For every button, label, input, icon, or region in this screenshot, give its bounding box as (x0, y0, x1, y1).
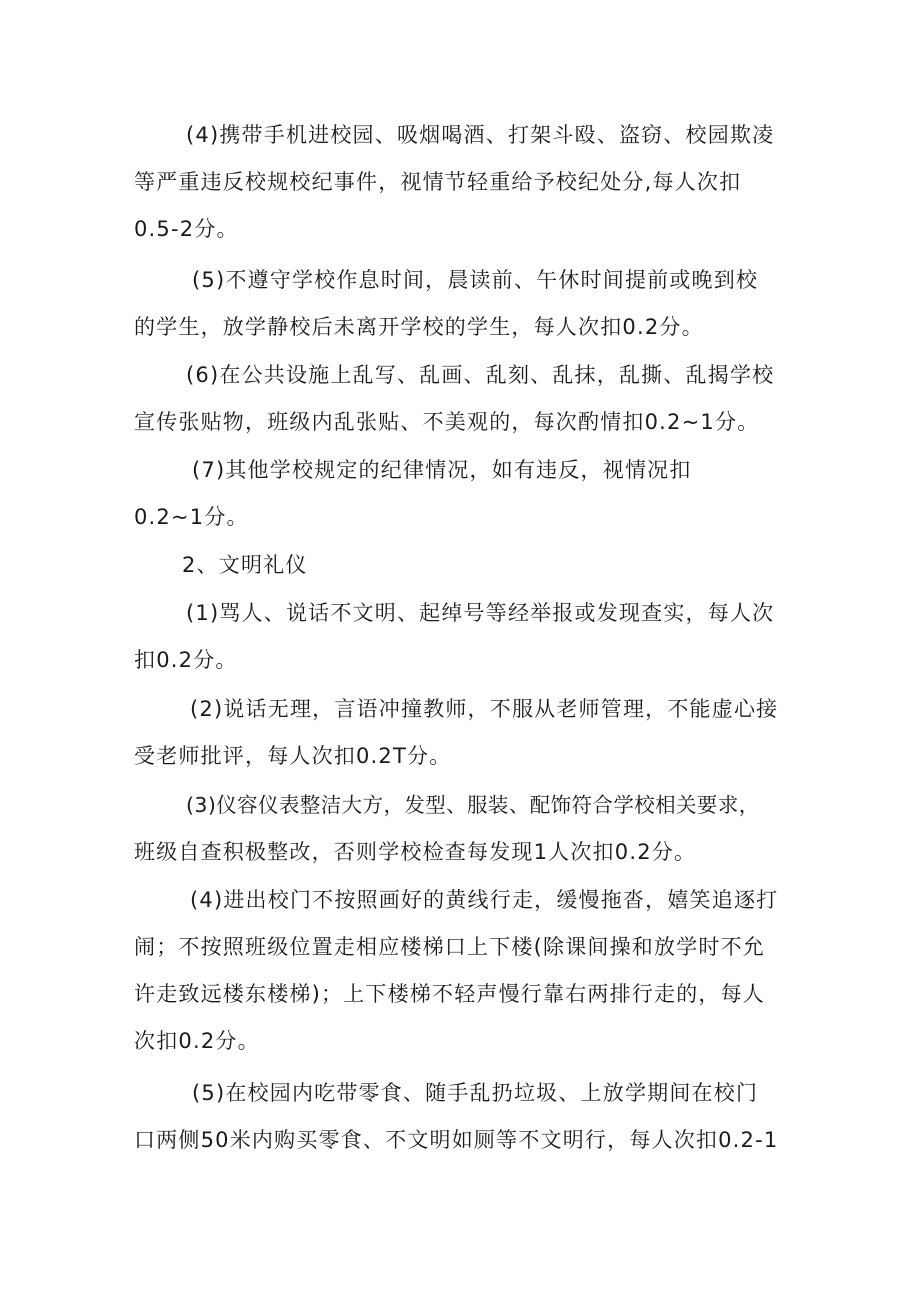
section-heading-etiquette (134, 542, 794, 589)
paragraph-line: (4)携带手机进校园、吸烟喝酒、打架斗殴、盗窃、校园欺凌 (186, 123, 775, 147)
paragraph-line: 扣0.2分。 (134, 648, 238, 672)
paragraph-line: (7)其他学校规定的纪律情况，如有违反，视情况扣 (192, 458, 692, 482)
paragraph-line: 次扣0.2分。 (134, 1029, 260, 1053)
paragraph-line: 口两侧50米内购买零食、不文明如厕等不文明行，每人次扣0.2-1 (134, 1128, 779, 1152)
paragraph-line: 等严重违反校规校纪事件，视情节轻重给予校纪处分,每人次扣 (134, 170, 742, 194)
paragraph-etiquette-5 (134, 1070, 794, 1164)
paragraph-etiquette-4 (134, 877, 794, 1065)
paragraph-line: (5)在校园内吃带零食、随手乱扔垃圾、上放学期间在校门 (192, 1081, 759, 1105)
paragraph-discipline-7 (134, 447, 794, 541)
paragraph-discipline-6 (134, 352, 794, 446)
section-heading: 2、文明礼仪 (182, 553, 308, 577)
paragraph-etiquette-3 (134, 782, 794, 876)
paragraph-line: (2)说话无理，言语冲撞教师，不服从老师管理，不能虚心接 (190, 697, 779, 721)
paragraph-line: (1)骂人、说话不文明、起绰号等经举报或发现查实，每人次 (186, 601, 775, 625)
paragraph-line: 0.2~1分。 (134, 505, 249, 529)
paragraph-line: 许走致远楼东楼梯)；上下楼梯不轻声慢行靠右两排行走的，每人 (134, 982, 765, 1006)
paragraph-discipline-5 (134, 257, 794, 351)
paragraph-line: (3)仪容仪表整洁大方，发型、服装、配饰符合学校相关要求， (186, 793, 760, 817)
paragraph-line: 受老师批评，每人次扣0.2T分。 (134, 744, 452, 768)
paragraph-line: (4)进出校门不按照画好的黄线行走，缓慢拖沓，嬉笑追逐打 (190, 888, 779, 912)
paragraph-line: 闹；不按照班级位置走相应楼梯口上下楼(除课间操和放学时不允 (134, 935, 765, 959)
paragraph-line: (6)在公共设施上乱写、乱画、乱刻、乱抹，乱撕、乱揭学校 (186, 363, 775, 387)
paragraph-line: 宣传张贴物，班级内乱张贴、不美观的，每次酌情扣0.2~1分。 (134, 410, 760, 434)
paragraph-line: (5)不遵守学校作息时间，晨读前、午休时间提前或晚到校 (192, 268, 759, 292)
paragraph-etiquette-2 (134, 686, 794, 780)
paragraph-etiquette-1 (134, 590, 794, 684)
paragraph-line: 0.5-2分。 (134, 217, 239, 241)
paragraph-line: 的学生，放学静校后未离开学校的学生，每人次扣0.2分。 (134, 315, 704, 339)
paragraph-line: 班级自查积极整改，否则学校检查每发现1人次扣0.2分。 (134, 840, 697, 864)
paragraph-discipline-4 (134, 112, 794, 253)
